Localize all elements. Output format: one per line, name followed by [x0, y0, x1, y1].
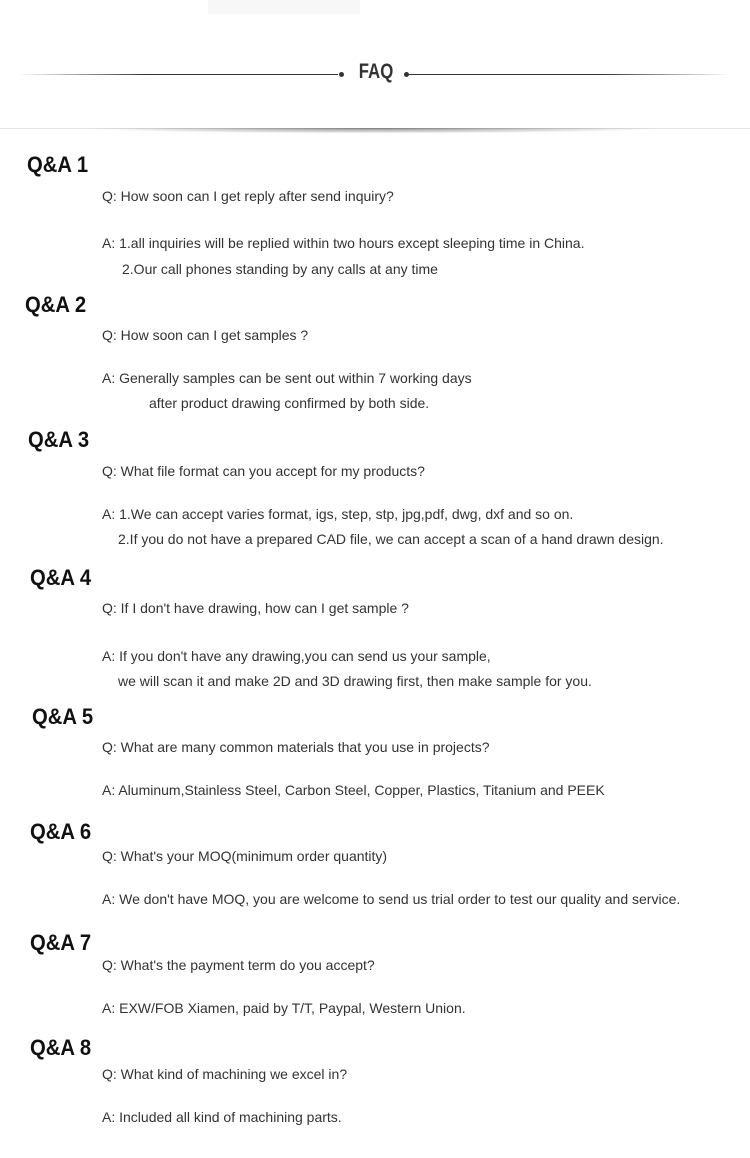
answer-line: A: We don't have MOQ, you are welcome to send us trial order to test our quality and service.	[102, 891, 681, 907]
qa-heading: Q&A 1	[27, 152, 89, 177]
question: Q: How soon can I get samples ?	[102, 327, 309, 343]
question: Q: If I don't have drawing, how can I get sample ?	[102, 600, 409, 616]
question: Q: What's your MOQ(minimum order quantity)	[102, 848, 388, 864]
top-banner-strip	[208, 0, 360, 14]
title-divider-left	[18, 74, 338, 75]
answer-line: A: 1.We can accept varies format, igs, step, stp, jpg,pdf, dwg, dxf and so on.	[102, 506, 574, 522]
answer-line: A: Generally samples can be sent out within 7 working days	[102, 370, 472, 386]
answer-line: we will scan it and make 2D and 3D drawing first, then make sample for you.	[118, 673, 592, 689]
qa-heading: Q&A 8	[30, 1035, 92, 1060]
question: Q: What kind of machining we excel in?	[102, 1066, 348, 1082]
divider-dot-left	[339, 72, 344, 77]
answer-line: 2.If you do not have a prepared CAD file, we can accept a scan of a hand drawn design.	[118, 531, 664, 547]
separator-shadow	[0, 128, 750, 136]
answer-line: A: EXW/FOB Xiamen, paid by T/T, Paypal, Western Union.	[102, 1000, 466, 1016]
qa-heading: Q&A 5	[32, 704, 94, 729]
qa-heading: Q&A 6	[30, 819, 92, 844]
qa-heading: Q&A 3	[28, 427, 90, 452]
qa-heading: Q&A 2	[25, 292, 87, 317]
answer-line: A: If you don't have any drawing,you can send us your sample,	[102, 648, 491, 664]
qa-heading: Q&A 7	[30, 930, 92, 955]
question: Q: What file format can you accept for my products?	[102, 463, 425, 479]
question: Q: What's the payment term do you accept?	[102, 957, 375, 973]
title-divider-right	[408, 74, 730, 75]
qa-heading: Q&A 4	[30, 565, 92, 590]
answer-line: A: Included all kind of machining parts.	[102, 1109, 342, 1125]
answer-line: A: Aluminum,Stainless Steel, Carbon Steel, Copper, Plastics, Titanium and PEEK	[102, 782, 605, 798]
answer-line: after product drawing confirmed by both side.	[149, 395, 430, 411]
answer-line: A: 1.all inquiries will be replied within two hours except sleeping time in China.	[102, 235, 585, 251]
question: Q: How soon can I get reply after send inquiry?	[102, 188, 394, 204]
question: Q: What are many common materials that you use in projects?	[102, 739, 490, 755]
page-title: FAQ	[358, 60, 394, 83]
answer-line: 2.Our call phones standing by any calls at any time	[122, 261, 438, 277]
